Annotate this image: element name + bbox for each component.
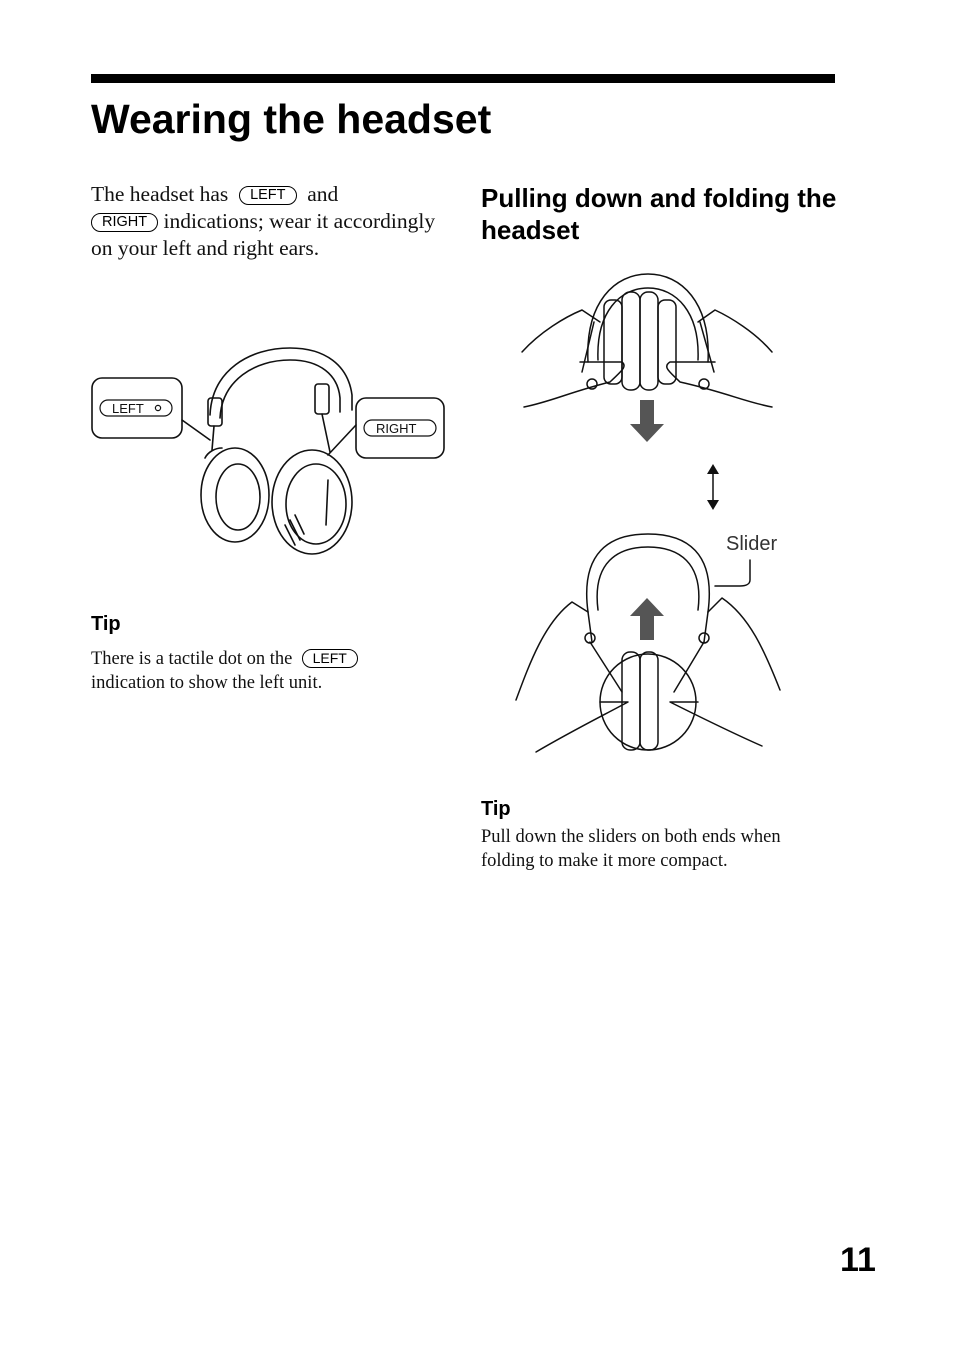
tip-left-text-2: indication to show the left unit. [91, 673, 323, 693]
intro-paragraph [91, 181, 436, 262]
page-number: 11 [840, 1241, 876, 1279]
slider-label: Slider [726, 533, 778, 555]
headset-illustration [90, 340, 450, 565]
left-earcup [201, 448, 269, 542]
tip-text-right: Pull down the sliders on both ends when folding to make it more compact. [481, 827, 781, 871]
down-arrow-icon [630, 400, 664, 442]
header-rule [91, 74, 835, 83]
tip-left-indication-badge: LEFT [302, 649, 358, 668]
right-indication-badge: RIGHT [91, 213, 158, 232]
page-title: Wearing the headset [91, 96, 492, 142]
intro-text-3: indications; wear it accordingly on your left and right ears. [91, 209, 436, 260]
intro-text-1: The headset has [91, 182, 229, 206]
tip-left-text-1: There is a tactile dot on the [91, 649, 293, 669]
tactile-dot-icon [155, 405, 160, 410]
tip-text-left [91, 647, 431, 695]
right-earcup [272, 450, 352, 554]
headband-outer [210, 348, 352, 415]
folding-illustration [510, 262, 790, 757]
tip-heading-left: Tip [91, 613, 121, 635]
up-arrow-icon [630, 598, 664, 640]
intro-text-2: and [307, 182, 339, 206]
left-indication-badge: LEFT [239, 186, 296, 205]
right-callout-label: RIGHT [376, 421, 417, 436]
tip-heading-right: Tip [481, 798, 511, 820]
left-callout-label: LEFT [112, 401, 144, 416]
section-heading: Pulling down and folding the headset [481, 183, 837, 245]
headband-inner [220, 360, 340, 418]
